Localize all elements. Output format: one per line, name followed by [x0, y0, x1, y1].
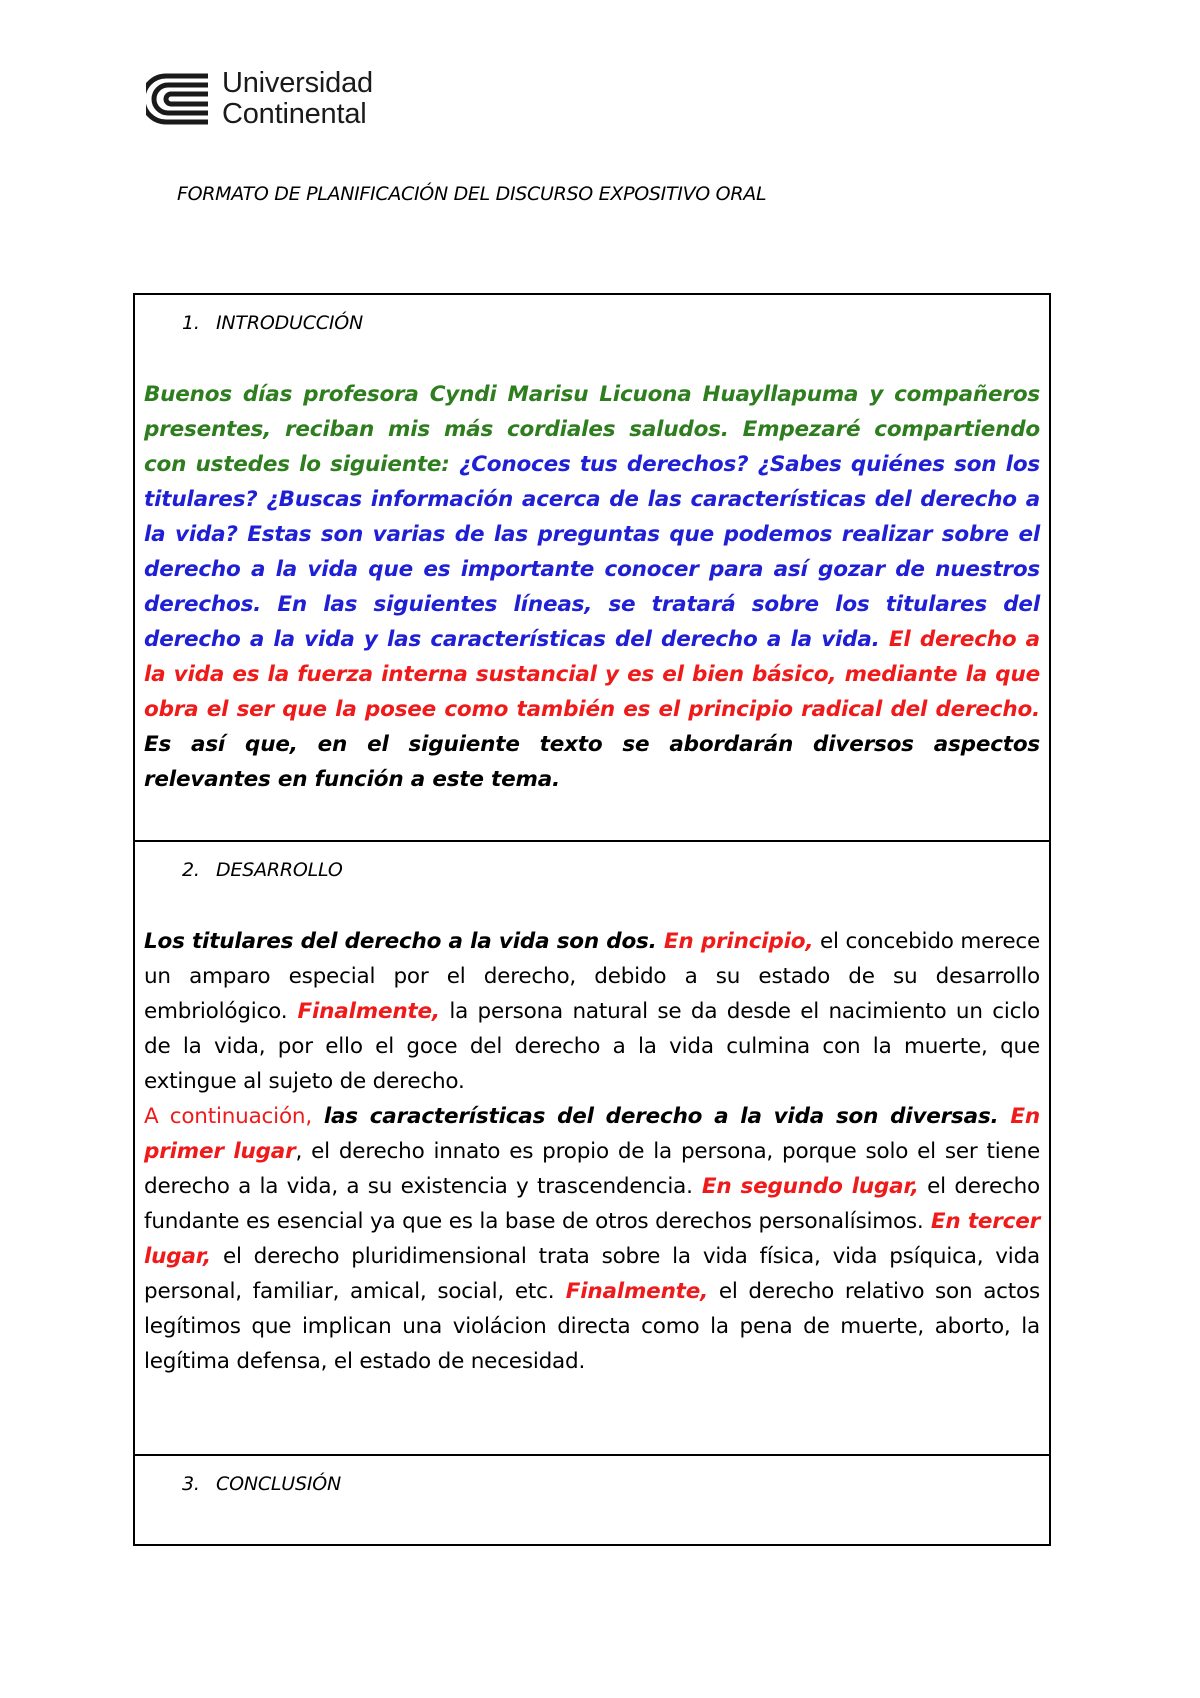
- section-heading: [182, 859, 343, 881]
- logo-line-2: Continental: [222, 98, 367, 130]
- connector: En tercer lugar,: [144, 1209, 1041, 1269]
- topic-sentence: Los titulares del derecho a la vida son dos.: [144, 929, 657, 954]
- greeting-text: Buenos días profesora Cyndi Marisu Licuona Huayllapuma y compañeros presentes, reciban mis más cordiales saludos. Empezaré compartiendo con ustedes lo siguiente:: [144, 382, 1040, 477]
- titulares-paragraph: [144, 924, 1040, 1099]
- body-text: la persona natural se da desde el nacimiento un ciclo de la vida, por ello el goce del derecho a la vida culmina con la muerte, que extingue al sujeto de derecho.: [144, 999, 1040, 1094]
- body-text: el derecho relativo son actos legítimos que implican una violácion directa como la pena de muerte, aborto, la legítima defensa, el estado de necesidad.: [144, 1279, 1040, 1374]
- section-title: INTRODUCCIÓN: [216, 312, 364, 334]
- connector: En principio,: [656, 929, 814, 954]
- section-body: [144, 377, 1040, 797]
- section-title: DESARROLLO: [216, 859, 343, 881]
- definition-text: El derecho a la vida es la fuerza interna sustancial y es el bien básico, mediante la que obra el ser que la posee como también es el principio radical del derecho.: [144, 627, 1040, 722]
- section-body: [144, 924, 1040, 1379]
- university-logo: [146, 68, 373, 130]
- section-desarrollo: [135, 840, 1049, 1454]
- closing-text: Es así que, en el siguiente texto se abordarán diversos aspectos relevantes en función a este tema.: [144, 732, 1040, 792]
- section-title: CONCLUSIÓN: [216, 1473, 342, 1495]
- caracteristicas-paragraph: [144, 1099, 1040, 1379]
- topic-sentence: las características del derecho a la vida son diversas.: [311, 1104, 999, 1129]
- connector: En primer lugar: [144, 1104, 1040, 1164]
- planning-table: [133, 293, 1051, 1546]
- intro-paragraph: [144, 377, 1040, 797]
- connector: En segundo lugar,: [692, 1174, 919, 1199]
- universidad-continental-logo-icon: [146, 72, 212, 126]
- document-title: FORMATO DE PLANIFICACIÓN DEL DISCURSO EXPOSITIVO ORAL: [177, 183, 767, 205]
- body-text: , el derecho innato es propio de la persona, porque solo el ser tiene derecho a la vida, a su existencia y trascendencia.: [144, 1139, 1040, 1199]
- body-text: el concebido merece un amparo especial por el derecho, debido a su estado de su desarrollo embriológico.: [144, 929, 1040, 1024]
- section-heading: [182, 312, 363, 334]
- section-number: 2.: [182, 859, 200, 881]
- body-text: el derecho fundante es esencial ya que es la base de otros derechos personalísimos.: [144, 1174, 1040, 1234]
- section-heading: [182, 1473, 341, 1495]
- connector: Finalmente,: [554, 1279, 709, 1304]
- section-conclusion: [135, 1454, 1049, 1544]
- section-number: 3.: [182, 1473, 200, 1495]
- section-introduccion: [135, 295, 1049, 840]
- questions-text: ¿Conoces tus derechos? ¿Sabes quiénes son los titulares? ¿Buscas información acerca de las características del derecho a la vida? Estas son varias de las preguntas que podemos realizar sobre el derecho a la vida que es importante conocer para así gozar de nuestros derechos. En las siguientes líneas, se tratará sobre los titulares del derecho a la vida y las características del derecho a la vida.: [144, 452, 1040, 652]
- connector: A continuación,: [144, 1104, 312, 1129]
- logo-wordmark: [222, 68, 373, 130]
- body-text: el derecho pluridimensional trata sobre la vida física, vida psíquica, vida personal, familiar, amical, social, etc.: [144, 1244, 1040, 1304]
- connector: Finalmente,: [287, 999, 440, 1024]
- logo-line-1: Universidad: [222, 67, 373, 99]
- section-number: 1.: [182, 312, 200, 334]
